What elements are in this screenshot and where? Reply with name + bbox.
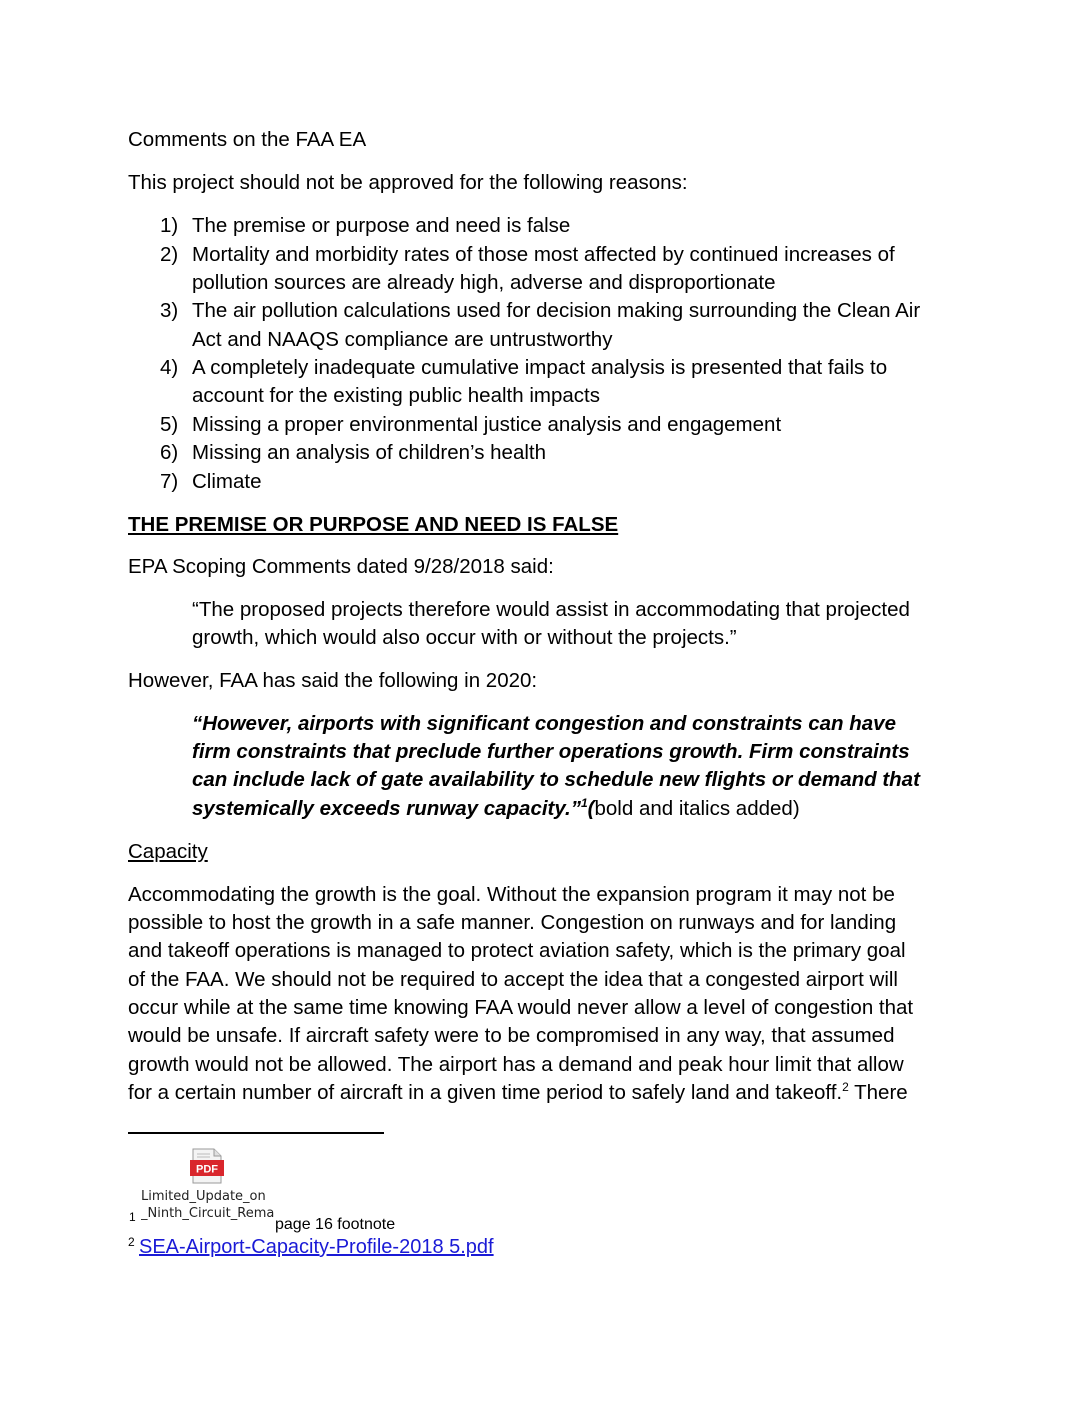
list-item: Climate (192, 470, 262, 493)
pdf-label: PDF (196, 1163, 218, 1176)
paragraph-line: of the FAA. We should not be required to accept the idea that a congested airport will (128, 968, 898, 991)
quote-line: growth, which would also occur with or without the projects.” (192, 626, 737, 649)
quote-line: “However, airports with significant congestion and constraints can have (192, 712, 896, 735)
paragraph-line: and takeoff operations is managed to protect aviation safety, which is the primary goal (128, 939, 906, 962)
list-item: A completely inadequate cumulative impact analysis is presented that fails to (192, 356, 888, 379)
footnote-marker-2: 2 (128, 1235, 135, 1249)
list-item: The air pollution calculations used for decision making surrounding the Clean Air (192, 299, 921, 322)
list-number: 1) (160, 214, 179, 237)
attachment-name[interactable]: Limited_Update_on (141, 1189, 266, 1204)
footnote-ref-1[interactable]: 1 (580, 796, 588, 811)
footnote-1-text: page 16 footnote (275, 1216, 396, 1233)
quote-line: firm constraints that preclude further operations growth. Firm constraints (192, 740, 910, 763)
paragraph-line: growth would not be allowed. The airport has a demand and peak hour limit that allow (128, 1053, 904, 1076)
footnote-marker-1: 1 (129, 1210, 136, 1224)
epa-intro: EPA Scoping Comments dated 9/28/2018 said: (128, 555, 554, 578)
list-number: 4) (160, 356, 179, 379)
section-heading: THE PREMISE OR PURPOSE AND NEED IS FALSE (128, 513, 619, 536)
list-item: Missing a proper environmental justice analysis and engagement (192, 413, 782, 436)
paragraph-line (128, 1081, 908, 1105)
document-title: Comments on the FAA EA (128, 128, 367, 151)
list-number: 6) (160, 441, 179, 464)
paragraph-text: There (848, 1081, 908, 1104)
paragraph-line: would be unsafe. If aircraft safety were to be compromised in any way, that assumed (128, 1024, 895, 1047)
list-item-continued: account for the existing public health impacts (192, 384, 600, 407)
subheading-capacity: Capacity (128, 840, 208, 863)
quote-line: can include lack of gate availability to schedule new flights or demand that (192, 768, 920, 791)
list-item-continued: Act and NAAQS compliance are untrustworthy (192, 328, 613, 351)
list-number: 7) (160, 470, 179, 493)
quote-last-line (192, 797, 800, 821)
quote-line: “The proposed projects therefore would assist in accommodating that projected (192, 598, 910, 621)
paragraph-text: for a certain number of aircraft in a given time period to safely land and takeoff. (128, 1081, 843, 1104)
list-number: 3) (160, 299, 179, 322)
open-paren: ( (587, 797, 595, 820)
list-number: 5) (160, 413, 179, 436)
attachment-name[interactable]: _Ninth_Circuit_Rema (141, 1206, 275, 1221)
list-item: Mortality and morbidity rates of those most affected by continued increases of (192, 243, 895, 266)
quote-note: bold and italics added) (594, 797, 800, 820)
list-item: Missing an analysis of children’s health (192, 441, 547, 464)
list-item-continued: pollution sources are already high, adverse and disproportionate (192, 271, 776, 294)
footnote-ref-2[interactable]: 2 (842, 1080, 849, 1095)
paragraph-line: possible to host the growth in a safe manner. Congestion on runways and for landing (128, 911, 897, 934)
list-number: 2) (160, 243, 179, 266)
faa-intro: However, FAA has said the following in 2020: (128, 669, 538, 692)
footnote-separator (128, 1132, 384, 1134)
paragraph-line: Accommodating the growth is the goal. Without the expansion program it may not be (128, 883, 895, 906)
footnote-2-link[interactable]: SEA-Airport-Capacity-Profile-2018 5.pdf (139, 1236, 494, 1258)
intro-text: This project should not be approved for the following reasons: (128, 171, 688, 194)
paragraph-line: occur while at the same time knowing FAA would never allow a level of congestion that (128, 996, 914, 1019)
quote-line: systemically exceeds runway capacity.” (192, 797, 581, 820)
pdf-icon[interactable] (188, 1148, 224, 1184)
list-item: The premise or purpose and need is false (192, 214, 571, 237)
